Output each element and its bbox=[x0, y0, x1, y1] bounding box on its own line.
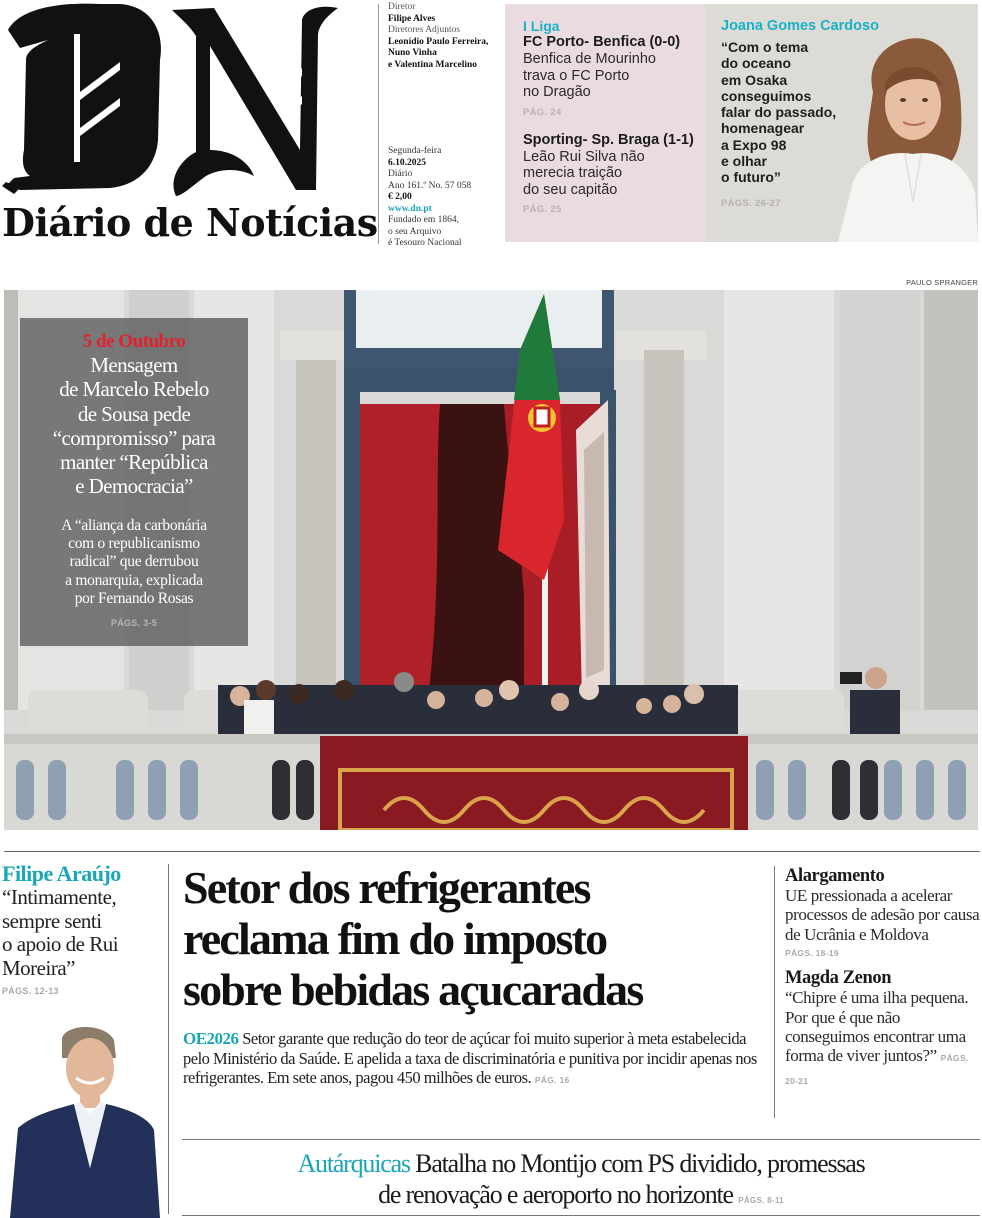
right-story-headline: Alargamento bbox=[785, 866, 885, 886]
sports-kicker: I Liga bbox=[523, 18, 560, 34]
lead-story-lede bbox=[183, 1029, 773, 1091]
interviewee-photo bbox=[833, 32, 978, 242]
cover-story-overlay[interactable] bbox=[20, 318, 248, 646]
right-story-text: UE pressionada a acelerar processos de adesão por causa de Ucrânia e Moldova bbox=[785, 886, 980, 944]
section-divider bbox=[182, 1215, 980, 1216]
page-reference: PÁGS. 12-13 bbox=[2, 986, 59, 996]
issue-frequency: Diário bbox=[388, 169, 413, 179]
match-summary: trava o FC Porto bbox=[523, 67, 630, 84]
match-headline: FC Porto- Benfica (0-0) bbox=[523, 34, 681, 50]
section-divider bbox=[182, 1139, 980, 1140]
left-story-kicker: Filipe Araújo bbox=[2, 861, 121, 886]
issue-date: 6.10.2025 bbox=[388, 157, 426, 168]
director-name: Filipe Alves bbox=[388, 13, 436, 24]
lead-headline[interactable]: Setor dos refrigerantes reclama fim do imposto sobre bebidas açucaradas bbox=[183, 862, 643, 1015]
section-divider bbox=[4, 851, 980, 852]
left-column-story[interactable] bbox=[2, 862, 164, 996]
cover-story-subhead: A “aliança da carbonária com o republicanismo radical” que derrubou a monarquia, explicada por Fernando Rosas bbox=[61, 516, 207, 607]
deputy-name: Nuno Vinha bbox=[388, 48, 437, 58]
match-summary: Benfica de Mourinho bbox=[523, 51, 656, 67]
column-divider bbox=[168, 864, 169, 1214]
founded-text: o seu Arquivo bbox=[388, 226, 442, 237]
photo-credit: PAULO SPRANGER bbox=[906, 278, 978, 287]
page-reference: PÁG. 24 bbox=[523, 106, 562, 118]
deputy-name: e Valentina Marcelino bbox=[388, 59, 478, 70]
founded-text: é Tesouro Nacional bbox=[388, 238, 462, 248]
masthead-divider bbox=[378, 4, 379, 244]
issue-price: € 2,00 bbox=[388, 192, 412, 202]
page-reference: PÁGS. 3-5 bbox=[110, 618, 158, 629]
lead-story-kicker: OE2026 bbox=[183, 1029, 239, 1048]
page-reference: PÁG. 25 bbox=[523, 204, 562, 215]
match-summary: merecia traição bbox=[523, 165, 623, 181]
page-reference: PÁGS. 8-11 bbox=[738, 1196, 784, 1205]
right-story[interactable] bbox=[785, 968, 981, 1091]
deputy-name: Leonídio Paulo Ferreira, bbox=[388, 36, 489, 47]
newspaper-name: Diário de Notícias bbox=[2, 200, 378, 245]
interview-kicker: Joana Gomes Cardoso bbox=[721, 18, 879, 34]
issue-number: Ano 161.º No. 57 058 bbox=[388, 180, 472, 191]
sports-teaser[interactable] bbox=[505, 4, 705, 242]
bottom-story-headline: Batalha no Montijo com PS dividido, promessas bbox=[415, 1149, 865, 1178]
interview-teaser[interactable] bbox=[705, 4, 978, 242]
page-reference: PÁGS. 20-21 bbox=[785, 1053, 969, 1086]
website-link[interactable]: www.dn.pt bbox=[388, 203, 432, 214]
director-label: Diretor bbox=[388, 2, 416, 12]
right-story-text: “Chipre é uma ilha pequena. Por que é que não conseguimos encontrar uma forma de viver juntos?” PÁGS. 20-21 bbox=[785, 988, 969, 1086]
column-divider bbox=[774, 866, 775, 1118]
filipe-araujo-photo bbox=[4, 1018, 164, 1218]
page-reference: PÁGS. 26-27 bbox=[721, 198, 781, 209]
cover-story-headline: Mensagem de Marcelo Rebelo de Sousa pede “compromisso” para manter “República e Democracia” bbox=[52, 353, 216, 499]
editorial-staff bbox=[388, 2, 503, 71]
lead-story-text: Setor garante que redução do teor de açúcar foi muito superior à meta estabelecida pelo Ministério da Saúde. E apelida a taxa de discriminatória e punitiva por incidir apenas nos refrigerantes. Em sete anos, pagou 450 milhões de euros. bbox=[183, 1029, 757, 1087]
cover-story-kicker: 5 de Outubro bbox=[82, 331, 186, 352]
interview-quote: “Com o tema do oceano em Osaka conseguimos falar do passado, homenagear a Expo 98 e olhar o futuro” bbox=[721, 39, 837, 186]
deputies-label: Diretores Adjuntos bbox=[388, 25, 461, 35]
bottom-story[interactable] bbox=[182, 1148, 980, 1216]
dn-logo-icon[interactable] bbox=[0, 0, 350, 200]
bottom-story-headline: de renovação e aeroporto no horizonte bbox=[378, 1180, 733, 1209]
issue-info bbox=[388, 146, 503, 250]
right-column-stories bbox=[785, 866, 981, 1091]
match-summary: Leão Rui Silva não bbox=[523, 148, 645, 165]
match-summary: no Dragão bbox=[523, 84, 591, 100]
right-story[interactable] bbox=[785, 866, 981, 958]
page-reference: PÁG. 16 bbox=[534, 1075, 570, 1085]
page-reference: PÁGS. 18-19 bbox=[785, 948, 839, 959]
bottom-story-kicker: Autárquicas bbox=[297, 1149, 410, 1178]
founded-text: Fundado em 1864, bbox=[388, 215, 459, 225]
match-summary: do seu capitão bbox=[523, 181, 618, 198]
match-headline: Sporting- Sp. Braga (1-1) bbox=[523, 131, 694, 148]
left-story-quote: “Intimamente, sempre senti o apoio de Rui Moreira” bbox=[2, 885, 119, 980]
right-story-headline: Magda Zenon bbox=[785, 968, 892, 989]
issue-weekday: Segunda-feira bbox=[388, 146, 442, 156]
